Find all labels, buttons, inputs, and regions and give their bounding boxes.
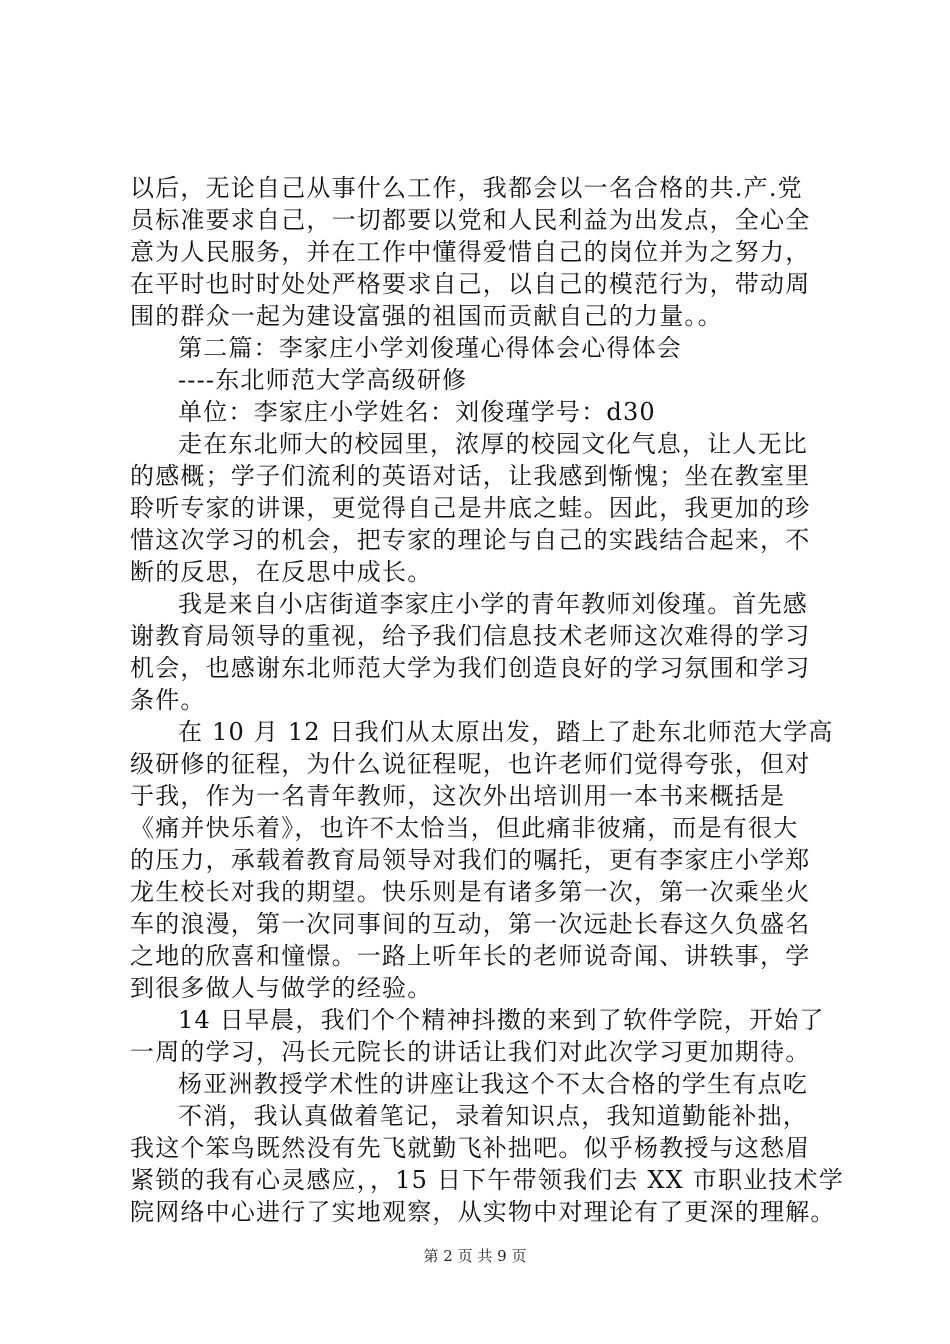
text-line: 断的反思，在反思中成长。 [130, 558, 433, 586]
text-line: 谢教育局领导的重视，给予我们信息技术老师这次难得的学习 [130, 622, 811, 650]
text-line: 到很多做人与做学的经验。 [130, 974, 433, 1002]
text-line: 机会，也感谢东北师范大学为我们创造良好的学习氛围和学习 [130, 654, 811, 682]
text-line: 意为人民服务，并在工作中懂得爱惜自己的岗位并为之努力， [130, 238, 811, 266]
text-line: 龙生校长对我的期望。快乐则是有诸多第一次，第一次乘坐火 [130, 878, 811, 906]
text-line: 院网络中心进行了实地观察，从实物中对理论有了更深的理解。 [130, 1198, 836, 1226]
text-line: 于我，作为一名青年教师，这次外出培训用一本书来概括是 [130, 782, 786, 810]
document-body [130, 172, 850, 1228]
text-line: 杨亚洲教授学术性的讲座让我这个不太合格的学生有点吃 [178, 1070, 808, 1098]
text-line: 单位：李家庄小学姓名：刘俊瑾学号：d30 [178, 398, 656, 426]
text-line: 我是来自小店街道李家庄小学的青年教师刘俊瑾。首先感 [178, 590, 808, 618]
page-footer: 第 2 页 共 9 页 [423, 1247, 527, 1265]
text-line: 第二篇：李家庄小学刘俊瑾心得体会心得体会 [178, 334, 682, 362]
text-line: 在平时也时时处处严格要求自己，以自己的模范行为，带动周 [130, 270, 811, 298]
text-line: 惜这次学习的机会，把专家的理论与自己的实践结合起来，不 [130, 526, 811, 554]
text-line: ----东北师范大学高级研修 [178, 366, 468, 394]
text-line: 《痛并快乐着》，也许不太恰当，但此痛非彼痛，而是有很大 [130, 814, 799, 842]
text-line: 在 10 月 12 日我们从太原出发，踏上了赴东北师范大学高 [178, 718, 834, 746]
text-line: 以后，无论自己从事什么工作，我都会以一名合格的共.产.党 [130, 174, 803, 202]
text-line: 车的浪漫，第一次同事间的互动，第一次远赴长春这久负盛名 [130, 910, 811, 938]
text-line: 一周的学习，冯长元院长的讲话让我们对此次学习更加期待。 [130, 1038, 811, 1066]
text-line: 员标准要求自己，一切都要以党和人民利益为出发点，全心全 [130, 206, 811, 234]
text-line: 之地的欣喜和憧憬。一路上听年长的老师说奇闻、讲轶事，学 [130, 942, 811, 970]
text-line: 走在东北师大的校园里，浓厚的校园文化气息，让人无比 [178, 430, 808, 458]
text-line: 围的群众一起为建设富强的祖国而贡献自己的力量。。 [130, 302, 723, 330]
text-line: 的感概；学子们流利的英语对话，让我感到惭愧；坐在教室里 [130, 462, 811, 490]
text-line: 紧锁的我有心灵感应，，15 日下午带领我们去 XX 市职业技术学 [130, 1166, 844, 1194]
text-line: 不消，我认真做着笔记，录着知识点，我知道勤能补拙， [178, 1102, 808, 1130]
text-line: 聆听专家的讲课，更觉得自己是井底之蛙。因此，我更加的珍 [130, 494, 811, 522]
text-line: 级研修的征程，为什么说征程呢，也许老师们觉得夸张，但对 [130, 750, 811, 778]
text-line: 14 日早晨，我们个个精神抖擞的来到了软件学院，开始了 [178, 1006, 825, 1034]
text-line: 我这个笨鸟既然没有先飞就勤飞补拙吧。似乎杨教授与这愁眉 [130, 1134, 811, 1162]
text-line: 的压力，承载着教育局领导对我们的嘱托，更有李家庄小学郑 [130, 846, 811, 874]
text-line: 条件。 [130, 686, 206, 714]
